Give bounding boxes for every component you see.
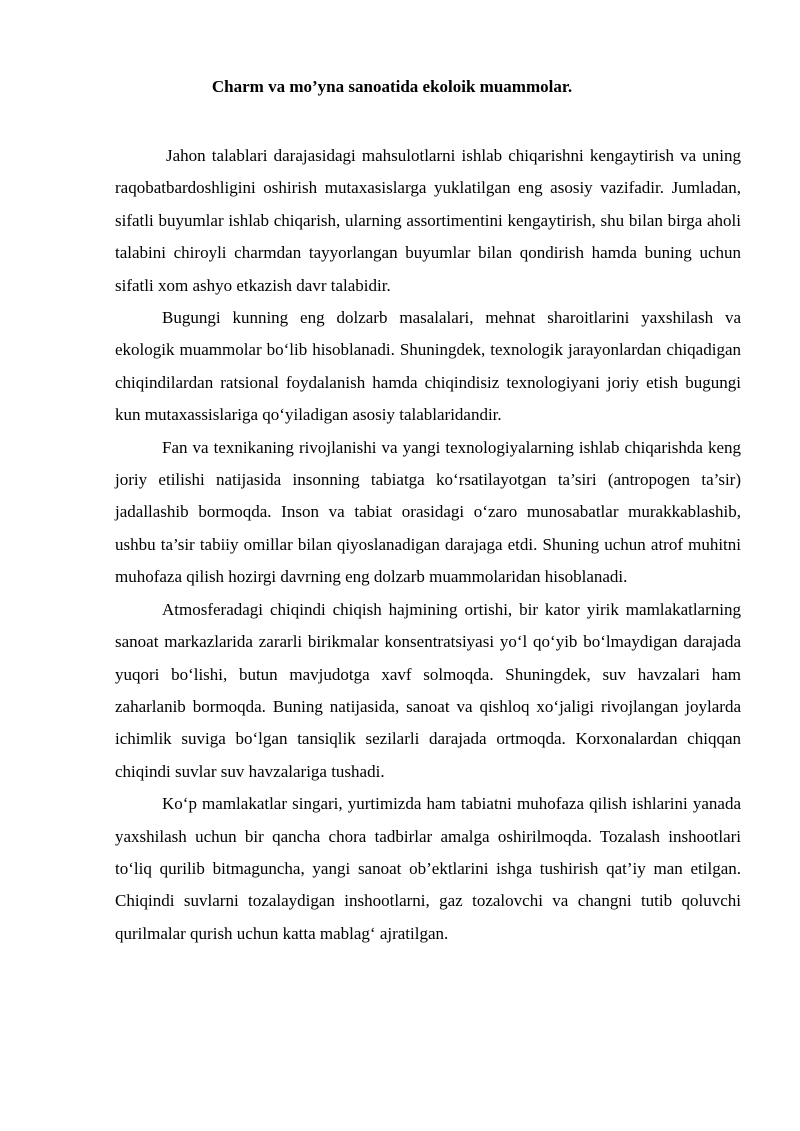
document-title: Charm va mo’yna sanoatida ekoloik muammolar.	[211, 77, 573, 96]
paragraph-3: Fan va texnikaning rivojlanishi va yangi texnologiyalarning ishlab chiqarishda keng joriy etilishi natijasida insonning tabiatga ko‘rsatilayotgan ta’siri (antropogen ta’sir) jadallashib bormoqda. Inson va tabiat orasidagi o‘zaro munosabatlar murakkablashib, ushbu ta’sir tabiiy omillar bilan qiyoslanadigan darajaga etdi. Shuning uchun atrof muhitni muhofaza qilish hozirgi davrning eng dolzarb muammolaridan hisoblanadi.	[115, 437, 741, 587]
paragraph-1: Jahon talablari darajasidagi mahsulotlarni ishlab chiqarishni kengaytirish va uning raqobatbardoshligini oshirish mutaxasislarga yuklatilgan eng asosiy vazifadir. Jumladan, sifatli buyumlar ishlab chiqarish, ularning assortimentini kengaytirish, shu bilan birga aholi talabini chiroyli charmdan tayyorlangan buyumlar bilan qondirish hamda buning uchun sifatli xom ashyo etkazish davr talabidir.	[115, 146, 741, 295]
paragraph-5: Ko‘p mamlakatlar singari, yurtimizda ham tabiatni muhofaza qilish ishlarini yanada yaxshilash uchun bir qancha chora tadbirlar amalga oshirilmoqda. Tozalash inshootlari to‘liq qurilib bitmaguncha, yangi sanoat ob’ektlarini ishga tushirish qat’iy man etilgan. Chiqindi suvlarni tozalaydigan inshootlarni, gaz tozalovchi va changni tutib qoluvchi qurilmalar qurish uchun katta mablag‘ ajratilgan.	[115, 794, 741, 943]
paragraph-2: Bugungi kunning eng dolzarb masalalari, mehnat sharoitlarini yaxshilash va ekologik muammolar bo‘lib hisoblanadi. Shuningdek, texnologik jarayonlardan chiqadigan chiqindilardan ratsional foydalanish hamda chiqindisiz texnologiyani joriy etish bugungi kun mutaxassislariga qo‘yiladigan asosiy talablaridandir.	[115, 308, 741, 425]
paragraph-4: Atmosferadagi chiqindi chiqish hajmining ortishi, bir kator yirik mamlakatlarning sanoat markazlarida zararli birikmalar konsentratsiyasi yo‘l qo‘yib bo‘lmaydigan darajada yuqori bo‘lishi, butun mavjudotga xavf solmoqda. Shuningdek, suv havzalari ham zaharlanib bormoqda. Buning natijasida, sanoat va qishloq xo‘jaligi rivojlangan joylarda ichimlik suviga bo‘lgan tansiqlik sezilarli darajada ortmoqda. Korxonalardan chiqqan chiqindi suvlar suv havzalariga tushadi.	[115, 599, 741, 781]
document-body	[115, 140, 741, 950]
